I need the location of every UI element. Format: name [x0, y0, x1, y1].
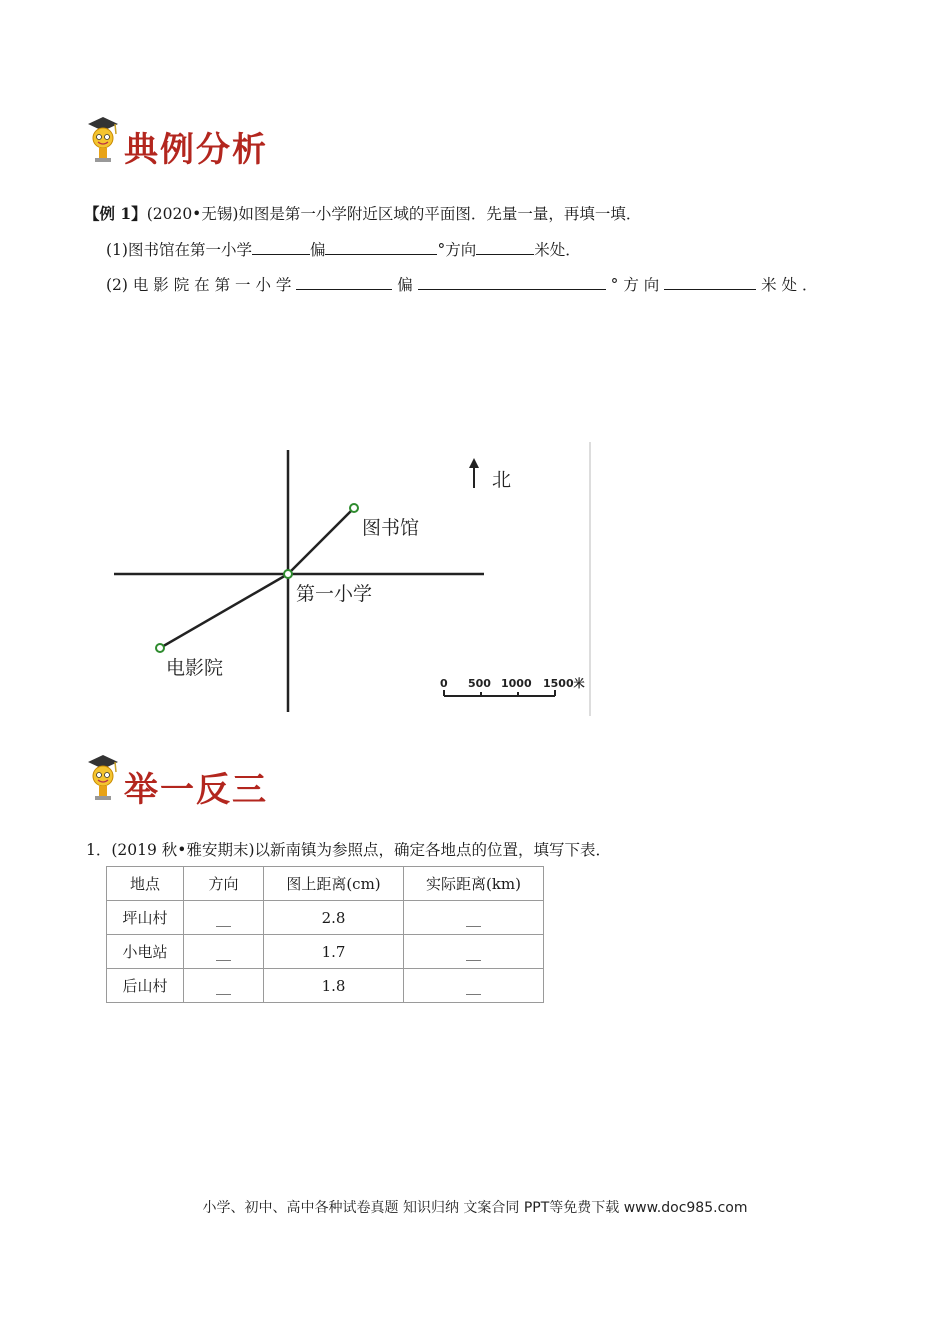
- north-arrow-icon: [469, 458, 479, 488]
- q1-blank-direction[interactable]: [252, 240, 310, 255]
- example-label: 【例 1】: [84, 204, 147, 223]
- scale-tick-1000: 1000: [501, 677, 532, 690]
- q2-blank-direction[interactable]: [296, 275, 392, 290]
- mascot-graduate-icon: [86, 114, 120, 164]
- table-row: [107, 969, 544, 1003]
- q1-mid2: °方向: [437, 241, 477, 259]
- north-label: 北: [492, 469, 512, 491]
- mascot-graduate-icon: [86, 752, 120, 802]
- table-cell: 1.7: [264, 935, 404, 969]
- scale-tick-1500: 1500米: [543, 677, 585, 690]
- section-title: 举一反三: [124, 770, 268, 810]
- q2-mid2: ° 方 向: [610, 276, 660, 294]
- example-text: 如图是第一小学附近区域的平面图．先量一量，再填一填．: [238, 205, 642, 223]
- table-cell: 小电站: [107, 935, 184, 969]
- section-title: 典例分析: [124, 130, 268, 170]
- table-cell: 2.8: [264, 901, 404, 935]
- q2-prefix: (2) 电 影 院 在 第 一 小 学: [106, 276, 292, 294]
- example-source: (2020•无锡): [146, 205, 239, 223]
- map-line-to-library: [288, 508, 354, 574]
- map-figure: [100, 440, 600, 720]
- table-cell[interactable]: __: [184, 935, 264, 969]
- map-line-to-cinema: [160, 574, 288, 648]
- section-header-practice: [86, 750, 286, 810]
- q1-prefix: (1)图书馆在第一小学: [106, 241, 252, 259]
- cinema-point: [156, 644, 164, 652]
- q2-mid1: 偏: [397, 276, 413, 294]
- scale-tick-0: 0: [440, 677, 448, 690]
- table-cell: 后山村: [107, 969, 184, 1003]
- example-heading: [84, 202, 641, 224]
- exercise-text: 以新南镇为参照点，确定各地点的位置，填写下表．: [254, 841, 612, 859]
- table-header: 方向: [184, 867, 264, 901]
- table-row: [107, 935, 544, 969]
- table-cell: 1.8: [264, 969, 404, 1003]
- school-point: [284, 570, 292, 578]
- table-row: [107, 901, 544, 935]
- library-point: [350, 504, 358, 512]
- q2-suffix: 米 处 ．: [761, 276, 818, 294]
- school-label: 第一小学: [296, 583, 373, 605]
- exercise-source: (2019 秋•雅安期末): [111, 841, 255, 859]
- cinema-label: 电影院: [166, 657, 224, 679]
- scale-tick-500: 500: [468, 677, 491, 690]
- table-cell[interactable]: __: [404, 935, 544, 969]
- section-header-example: [86, 112, 286, 172]
- q1-blank-angle[interactable]: [325, 240, 437, 255]
- scale-bar: [440, 676, 585, 696]
- location-table: [106, 866, 544, 1003]
- table-header: 实际距离(km): [404, 867, 544, 901]
- table-cell: 坪山村: [107, 901, 184, 935]
- question-2: [106, 273, 817, 295]
- q2-blank-distance[interactable]: [664, 275, 756, 290]
- table-header-row: [107, 867, 544, 901]
- table-cell[interactable]: __: [184, 901, 264, 935]
- q2-blank-angle[interactable]: [418, 275, 606, 290]
- table-cell[interactable]: __: [404, 969, 544, 1003]
- question-1: [106, 238, 581, 260]
- exercise-number: 1．: [86, 841, 112, 859]
- q1-mid1: 偏: [309, 241, 326, 259]
- q1-blank-distance[interactable]: [476, 240, 534, 255]
- page-footer: 小学、初中、高中各种试卷真题 知识归纳 文案合同 PPT等免费下载 www.doc985.com: [202, 1200, 748, 1216]
- table-header: 地点: [107, 867, 184, 901]
- table-header: 图上距离(cm): [264, 867, 404, 901]
- q1-suffix: 米处．: [534, 241, 581, 259]
- table-cell[interactable]: __: [184, 969, 264, 1003]
- exercise-1: [86, 838, 611, 860]
- library-label: 图书馆: [362, 517, 420, 539]
- table-cell[interactable]: __: [404, 901, 544, 935]
